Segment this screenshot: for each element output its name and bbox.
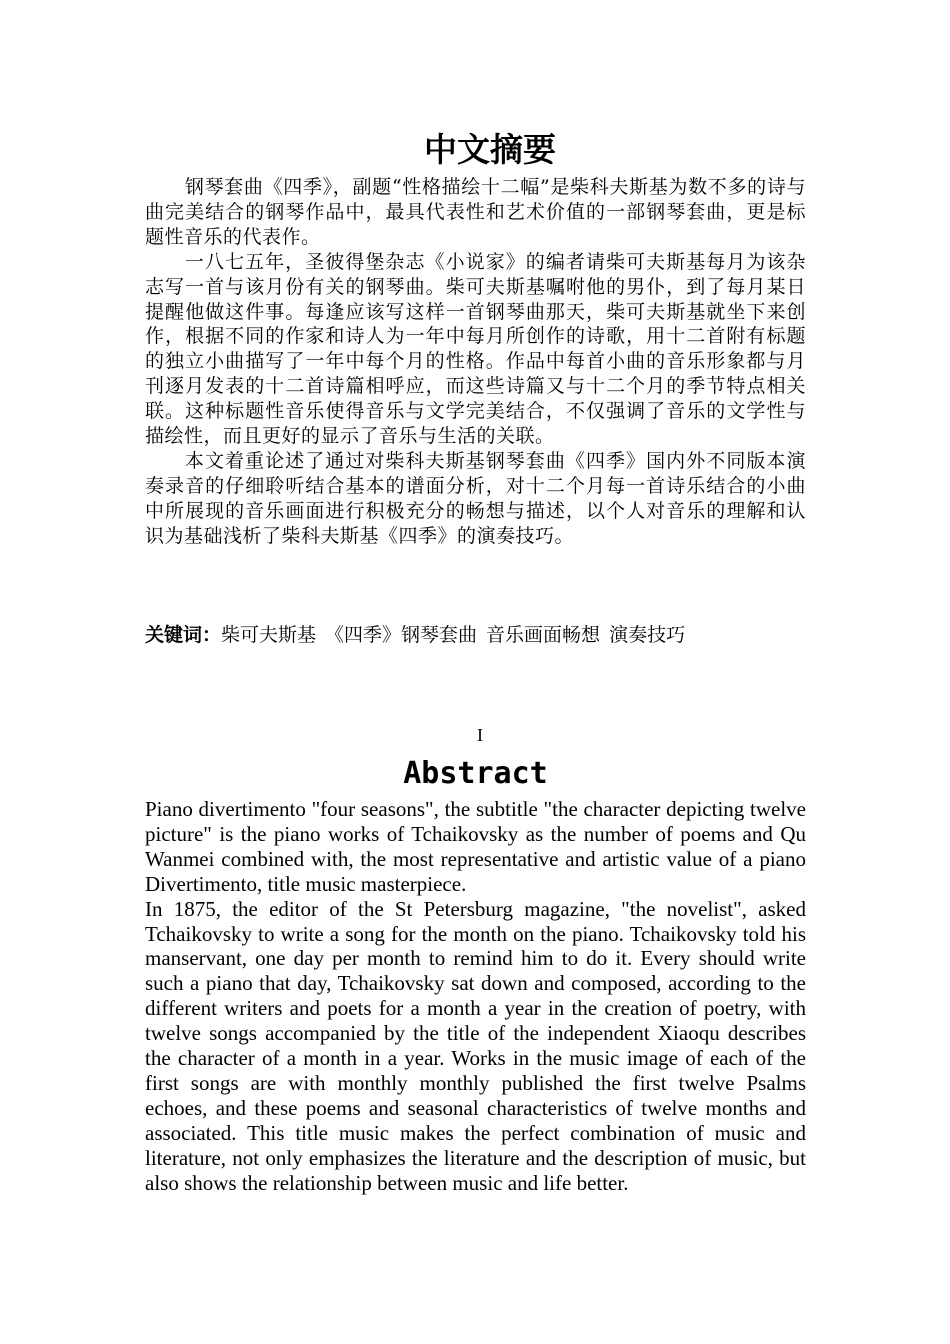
chinese-abstract-title: 中文摘要 bbox=[424, 130, 556, 169]
keyword: 演奏技巧 bbox=[609, 624, 686, 646]
english-abstract-body bbox=[145, 797, 806, 1196]
keywords-line bbox=[145, 622, 835, 648]
chinese-abstract-body bbox=[145, 175, 806, 549]
keyword: 《四季》钢琴套曲 bbox=[325, 624, 478, 646]
chinese-abstract-paragraph: 本文着重论述了通过对柴科夫斯基钢琴套曲《四季》国内外不同版本演奏录音的仔细聆听结合基本的谱面分析，对十二个月每一首诗乐结合的小曲中所展现的音乐画面进行积极充分的畅想与描述，以个人对音乐的理解和认识为基础浅析了柴科夫斯基《四季》的演奏技巧。 bbox=[145, 449, 806, 547]
english-abstract-paragraph: Piano divertimento "four seasons", the subtitle "the character depicting twelve picture" is the piano works of Tchaikovsky as the number of poems and Qu Wanmei combined with, the most representative and artistic value of a piano Divertimento, title music masterpiece. bbox=[145, 797, 806, 896]
english-abstract-title: Abstract bbox=[403, 756, 548, 791]
english-abstract-paragraph: In 1875, the editor of the St Petersburg magazine, "the novelist", asked Tchaikovsky to write a song for the month on the piano. Tchaikovsky told his manservant, one day per month to remind him to do it. Every should write such a piano that day, Tchaikovsky sat down and composed, according to the different writers and poets for a month a year in the creation of poetry, with twelve songs accompanied by the title of the independent Xiaoqu describes the character of a month in a year. Works in the music image of each of the first songs are with monthly monthly published the first twelve Psalms echoes, and these poems and seasonal characteristics of twelve months and associated. This title music makes the perfect combination of music and literature, not only emphasizes the literature and the description of music, but also shows the relationship between music and life better. bbox=[145, 896, 806, 1195]
chinese-abstract-paragraph: 一八七五年，圣彼得堡杂志《小说家》的编者请柴可夫斯基每月为该杂志写一首与该月份有关的钢琴曲。柴可夫斯基嘱咐他的男仆，到了每月某日提醒他做这件事。每逢应该写这样一首钢琴曲那天，柴可夫斯基就坐下来创作，根据不同的作家和诗人为一年中每月所创作的诗歌，用十二首附有标题的独立小曲描写了一年中每个月的性格。作品中每首小曲的音乐形象都与月刊逐月发表的十二首诗篇相呼应，而这些诗篇又与十二个月的季节特点相关联。这种标题性音乐使得音乐与文学完美结合，不仅强调了音乐的文学性与描绘性，而且更好的显示了音乐与生活的关联。 bbox=[145, 250, 806, 448]
page-number: I bbox=[477, 725, 483, 745]
keywords-label: 关键词： bbox=[145, 624, 222, 646]
keyword: 音乐画面畅想 bbox=[486, 624, 601, 646]
keyword: 柴可夫斯基 bbox=[221, 624, 317, 646]
chinese-abstract-paragraph: 钢琴套曲《四季》，副题“性格描绘十二幅”是柴科夫斯基为数不多的诗与曲完美结合的钢琴作品中，最具代表性和艺术价值的一部钢琴套曲，更是标题性音乐的代表作。 bbox=[145, 176, 806, 248]
